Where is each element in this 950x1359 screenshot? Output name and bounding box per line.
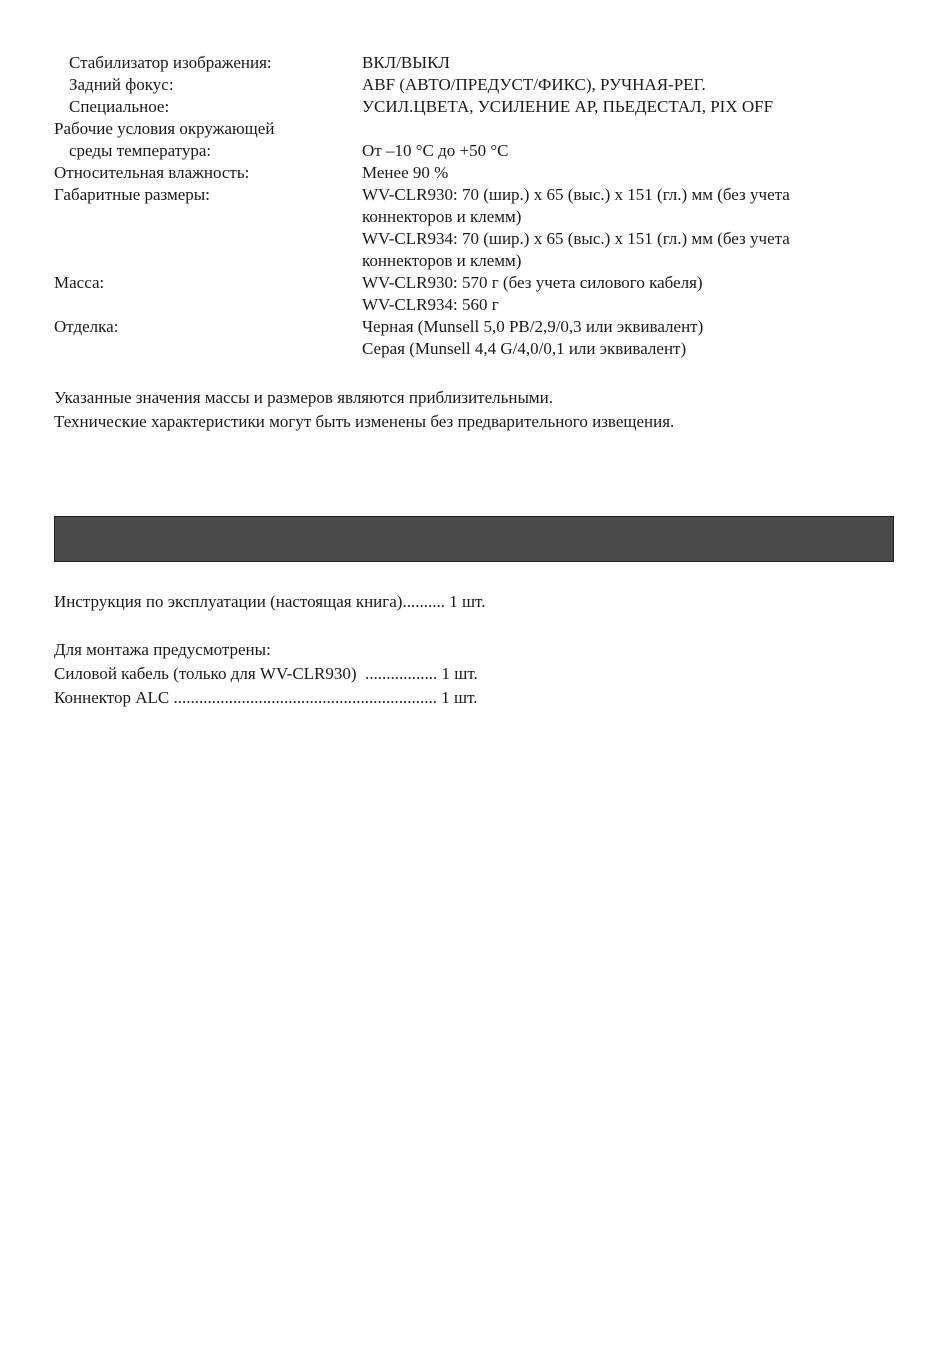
spec-label: Масса: (54, 273, 105, 292)
spec-row (54, 272, 904, 294)
spec-label (54, 228, 362, 250)
spec-row (54, 250, 904, 272)
spec-value: Черная (Munsell 5,0 PB/2,9/0,3 или эквивалент) (362, 317, 704, 336)
spec-label (54, 338, 362, 360)
note-line: Указанные значения массы и размеров являются приблизительными. (54, 388, 554, 407)
spec-row (54, 338, 904, 360)
accessory-item: Коннектор ALC .............................................................. 1 шт. (54, 688, 478, 707)
spec-label: Отделка: (54, 317, 119, 336)
spec-label (54, 206, 362, 228)
spec-value: WV-CLR930: 70 (шир.) x 65 (выс.) x 151 (гл.) мм (без учета (362, 185, 790, 204)
spec-value: ABF (АВТО/ПРЕДУСТ/ФИКС), РУЧНАЯ-РЕГ. (362, 75, 706, 94)
spec-value: WV-CLR934: 70 (шир.) x 65 (выс.) x 151 (гл.) мм (без учета (362, 229, 790, 248)
spec-row (54, 316, 904, 338)
spec-row (54, 184, 904, 206)
spec-value: коннекторов и клемм) (362, 207, 522, 226)
spec-value: Серая (Munsell 4,4 G/4,0/0,1 или эквивалент) (362, 339, 687, 358)
spec-label: Относительная влажность: (54, 163, 250, 182)
spec-row (54, 52, 904, 74)
accessory-manual: Инструкция по эксплуатации (настоящая книга).......... 1 шт. (54, 592, 486, 611)
spec-label (54, 250, 362, 272)
spec-row (54, 228, 904, 250)
spec-label: Задний фокус: (69, 75, 174, 94)
spec-label: Специальное: (69, 97, 170, 116)
accessories-list (54, 590, 904, 710)
spec-value: Менее 90 % (362, 163, 449, 182)
spec-row (54, 74, 904, 96)
spec-row (54, 96, 904, 118)
spec-label: Стабилизатор изображения: (69, 53, 272, 72)
spec-value: ВКЛ/ВЫКЛ (362, 53, 450, 72)
spec-value: коннекторов и клемм) (362, 251, 522, 270)
spec-value: От –10 °C до +50 °C (362, 141, 509, 160)
spec-label: среды температура: (69, 141, 212, 160)
spec-row (54, 140, 904, 162)
spec-row (54, 118, 904, 140)
mounting-heading: Для монтажа предусмотрены: (54, 640, 271, 659)
spec-row (54, 162, 904, 184)
accessory-item: Силовой кабель (только для WV-CLR930) ................. 1 шт. (54, 664, 478, 683)
spec-value (362, 118, 904, 140)
spec-value: УСИЛ.ЦВЕТА, УСИЛЕНИЕ АР, ПЬЕДЕСТАЛ, PIX OFF (362, 97, 774, 116)
spec-value: WV-CLR930: 570 г (без учета силового кабеля) (362, 273, 703, 292)
notes (54, 386, 904, 434)
spec-row (54, 294, 904, 316)
spec-value: WV-CLR934: 560 г (362, 295, 499, 314)
spec-label: Рабочие условия окружающей (54, 119, 275, 138)
spec-row (54, 206, 904, 228)
section-header-bar (54, 516, 894, 562)
spec-label (54, 294, 362, 316)
note-line: Технические характеристики могут быть изменены без предварительного извещения. (54, 412, 675, 431)
spec-label: Габаритные размеры: (54, 185, 210, 204)
specifications-table (54, 52, 904, 360)
